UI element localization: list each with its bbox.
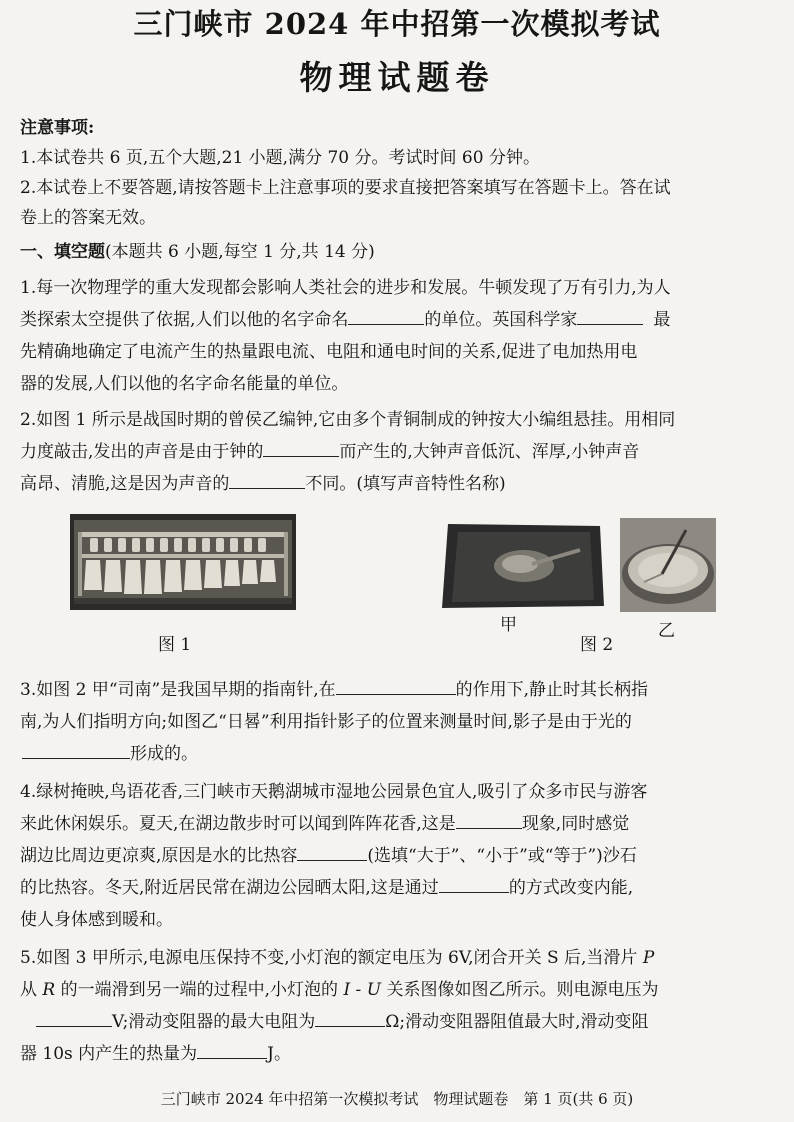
- q3-text-b: 的作用下,静止时其长柄指: [455, 680, 649, 700]
- section-title: 一、填空题: [20, 242, 105, 262]
- q3-blank-1: [336, 676, 456, 695]
- q4-text-f: 的方式改变内能,: [508, 878, 634, 898]
- q3-line-3: [20, 740, 776, 768]
- figure-1-caption: 图 1: [158, 635, 192, 655]
- q1-text-b: 的单位。英国科学家: [424, 310, 578, 330]
- q2-blank-2: [229, 470, 305, 489]
- q4-line-3: [20, 842, 776, 870]
- notice-line-1: 1.本试卷共 6 页,五个大题,21 小题,满分 70 分。考试时间 60 分钟。: [20, 148, 540, 168]
- q4-blank-3: [439, 874, 509, 893]
- figure-2a-sinan-compass-photo: [440, 520, 608, 610]
- q1-blank-2: [577, 306, 643, 325]
- q3-text-a: 3.如图 2 甲“司南”是我国早期的指南针,在: [20, 680, 336, 700]
- q5-text-g: 器 10s 内产生的热量为: [20, 1044, 198, 1064]
- q2-line-3: [20, 470, 776, 498]
- q3-text-c: 形成的。: [130, 744, 198, 764]
- q4-blank-1: [456, 810, 522, 829]
- q1-text-a: 类探索太空提供了依据,人们以他的名字命名: [20, 310, 349, 330]
- exam-subtitle: 物理试题卷: [299, 58, 495, 97]
- figure-1-bianzhong-bells-photo: [70, 514, 296, 610]
- q5-symbol-iu: I - U: [343, 980, 382, 1000]
- q2-blank-1: [263, 438, 339, 457]
- q5-text-a: 5.如图 3 甲所示,电源电压保持不变,小灯泡的额定电压为 6V,闭合开关 S 后,当滑片: [20, 948, 643, 968]
- q3-line-1: [20, 676, 776, 704]
- figure-2a-label: 甲: [500, 615, 517, 635]
- section-heading: [20, 238, 776, 266]
- q1-text-c: 最: [653, 310, 671, 330]
- q5-line-4: [20, 1040, 776, 1068]
- notice-line-2: 2.本试卷上不要答题,请按答题卡上注意事项的要求直接把答案填写在答题卡上。答在试: [20, 178, 671, 198]
- q2-text-c: 高昂、清脆,这是因为声音的: [20, 474, 230, 494]
- q5-blank-2: [315, 1008, 385, 1027]
- q5-line-2: [20, 976, 776, 1004]
- q1-line-2: [20, 306, 776, 334]
- figure-2b-label: 乙: [658, 621, 675, 641]
- q2-line-2: [20, 438, 776, 466]
- q5-blank-3: [197, 1040, 267, 1059]
- q4-text-c: 湖边比周边更凉爽,原因是水的比热容: [20, 846, 298, 866]
- exam-title: 三门峡市 2024 年中招第一次模拟考试: [133, 7, 661, 41]
- q5-line-1: [20, 944, 776, 972]
- q4-text-d: (选填“大于”、“小于”或“等于”)沙石: [367, 846, 637, 866]
- q5-text-c: 的一端滑到另一端的过程中,小灯泡的: [55, 980, 344, 1000]
- q5-line-3: [20, 1008, 776, 1036]
- q5-text-b: 从: [20, 980, 43, 1000]
- q4-line-5: 使人身体感到暖和。: [20, 910, 173, 930]
- q1-line-1: 1.每一次物理学的重大发现都会影响人类社会的进步和发展。牛顿发现了万有引力,为人: [20, 278, 671, 298]
- figure-2-caption: 图 2: [580, 635, 614, 655]
- page-footer: 三门峡市 2024 年中招第一次模拟考试 物理试题卷 第 1 页(共 6 页): [160, 1090, 634, 1108]
- q5-blank-1: [36, 1008, 112, 1027]
- q5-text-h: J。: [267, 1044, 291, 1064]
- q2-line-1: 2.如图 1 所示是战国时期的曾侯乙编钟,它由多个青铜制成的钟按大小编组悬挂。用相同: [20, 410, 676, 430]
- q1-line-3: 先精确地确定了电流产生的热量跟电流、电阻和通电时间的关系,促进了电加热用电: [20, 342, 638, 362]
- q1-blank-1: [348, 306, 424, 325]
- q3-line-2: 南,为人们指明方向;如图乙“日晷”利用指针影子的位置来测量时间,影子是由于光的: [20, 712, 632, 732]
- q4-text-e: 的比热容。冬天,附近居民常在湖边公园晒太阳,这是通过: [20, 878, 439, 898]
- q1-line-4: 器的发展,人们以他的名字命名能量的单位。: [20, 374, 349, 394]
- q5-text-d: 关系图像如图乙所示。则电源电压为: [381, 980, 659, 1000]
- q2-text-b: 而产生的,大钟声音低沉、浑厚,小钟声音: [339, 442, 640, 462]
- q5-text-f: Ω;滑动变阻器阻值最大时,滑动变阻: [385, 1012, 649, 1032]
- notice-heading: 注意事项:: [20, 118, 95, 138]
- section-note: (本题共 6 小题,每空 1 分,共 14 分): [105, 242, 375, 262]
- q4-line-1: 4.绿树掩映,鸟语花香,三门峡市天鹅湖城市湿地公园景色宜人,吸引了众多市民与游客: [20, 782, 648, 802]
- q5-text-e: V;滑动变阻器的最大电阻为: [112, 1012, 316, 1032]
- figure-2b-sundial-photo: [620, 518, 716, 612]
- notice-line-3: 卷上的答案无效。: [20, 208, 156, 228]
- q5-symbol-p: P: [642, 948, 655, 968]
- q4-line-4: [20, 874, 776, 902]
- q4-text-a: 来此休闲娱乐。夏天,在湖边散步时可以闻到阵阵花香,这是: [20, 814, 456, 834]
- q4-blank-2: [297, 842, 367, 861]
- q5-symbol-r: R: [42, 980, 56, 1000]
- q4-text-b: 现象,同时感觉: [521, 814, 630, 834]
- q3-blank-2: [22, 740, 130, 759]
- q4-line-2: [20, 810, 776, 838]
- q2-text-d: 不同。(填写声音特性名称): [305, 474, 506, 494]
- q2-text-a: 力度敲击,发出的声音是由于钟的: [20, 442, 264, 462]
